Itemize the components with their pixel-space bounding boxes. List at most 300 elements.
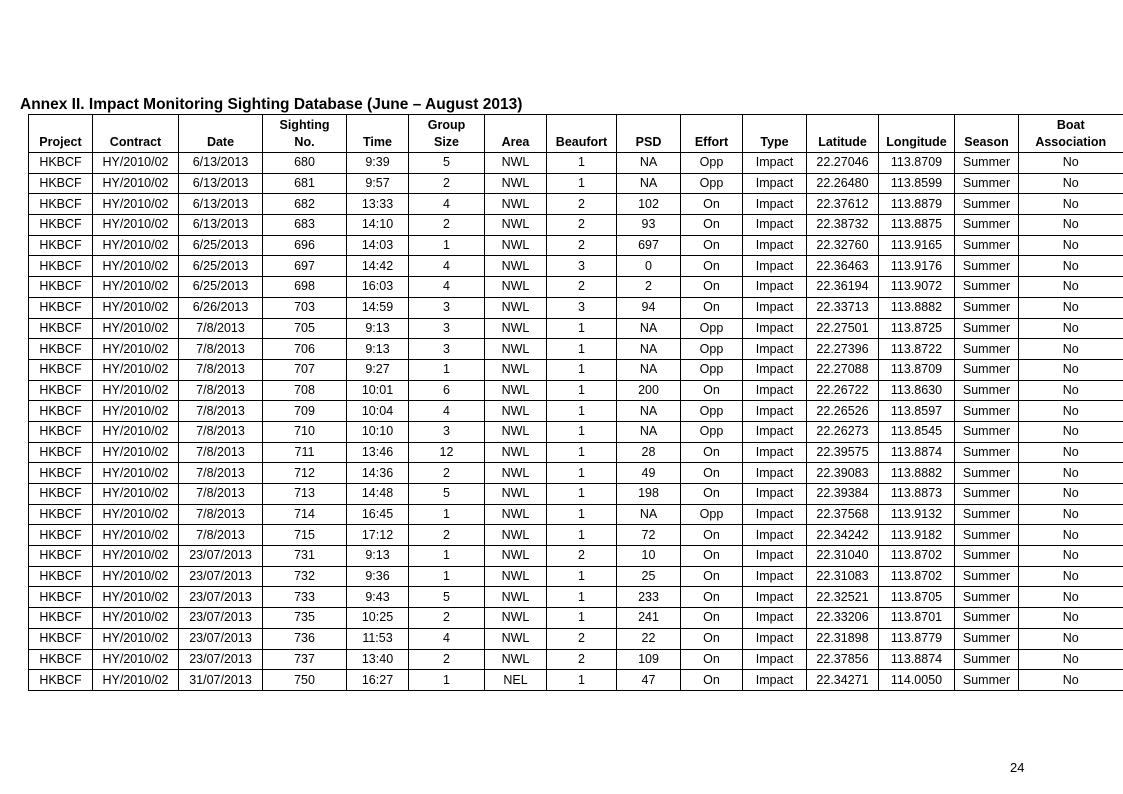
cell-boat-association: No [1019, 194, 1123, 215]
cell-contract: HY/2010/02 [93, 173, 179, 194]
cell-sighting-no: 706 [263, 339, 347, 360]
cell-latitude: 22.27501 [807, 318, 879, 339]
cell-time: 10:04 [347, 401, 409, 422]
column-header-line: Area [501, 135, 530, 149]
cell-area: NWL [485, 194, 547, 215]
cell-effort: On [681, 649, 743, 670]
cell-type: Impact [743, 173, 807, 194]
cell-area: NWL [485, 463, 547, 484]
cell-type: Impact [743, 380, 807, 401]
column-header-line: Sighting [279, 118, 330, 132]
table-row [29, 256, 1123, 277]
cell-longitude: 113.8779 [879, 628, 955, 649]
column-header-line: Season [964, 135, 1009, 149]
header-row [29, 115, 1123, 153]
cell-group-size: 1 [409, 670, 485, 691]
cell-boat-association: No [1019, 421, 1123, 442]
cell-date: 7/8/2013 [179, 525, 263, 546]
cell-group-size: 4 [409, 628, 485, 649]
cell-type: Impact [743, 463, 807, 484]
cell-area: NWL [485, 256, 547, 277]
cell-sighting-no: 714 [263, 504, 347, 525]
cell-longitude: 113.8545 [879, 421, 955, 442]
cell-date: 6/25/2013 [179, 235, 263, 256]
cell-season: Summer [955, 525, 1019, 546]
cell-type: Impact [743, 318, 807, 339]
cell-area: NWL [485, 442, 547, 463]
column-header-line [549, 117, 614, 134]
table-row [29, 649, 1123, 670]
cell-season: Summer [955, 173, 1019, 194]
cell-longitude: 113.8701 [879, 608, 955, 629]
cell-sighting-no: 683 [263, 215, 347, 236]
cell-sighting-no: 736 [263, 628, 347, 649]
cell-beaufort: 1 [547, 359, 617, 380]
column-header-line [957, 117, 1016, 134]
cell-area: NWL [485, 587, 547, 608]
cell-group-size: 5 [409, 587, 485, 608]
cell-sighting-no: 707 [263, 359, 347, 380]
cell-beaufort: 2 [547, 215, 617, 236]
cell-longitude: 113.8709 [879, 153, 955, 174]
table-body [29, 153, 1123, 691]
cell-time: 9:43 [347, 587, 409, 608]
cell-time: 9:13 [347, 546, 409, 567]
cell-area: NWL [485, 277, 547, 298]
table-row [29, 215, 1123, 236]
cell-type: Impact [743, 649, 807, 670]
cell-project: HKBCF [29, 504, 93, 525]
column-header-beaufort [547, 115, 617, 153]
cell-contract: HY/2010/02 [93, 277, 179, 298]
cell-project: HKBCF [29, 670, 93, 691]
column-header-psd [617, 115, 681, 153]
column-header-line [349, 117, 406, 134]
cell-longitude: 113.8725 [879, 318, 955, 339]
cell-psd: 49 [617, 463, 681, 484]
cell-area: NWL [485, 628, 547, 649]
cell-boat-association: No [1019, 380, 1123, 401]
cell-longitude: 114.0050 [879, 670, 955, 691]
cell-time: 9:57 [347, 173, 409, 194]
cell-season: Summer [955, 359, 1019, 380]
column-header-line: Contract [109, 135, 162, 149]
cell-sighting-no: 708 [263, 380, 347, 401]
cell-effort: Opp [681, 173, 743, 194]
column-header-line: Size [433, 135, 459, 149]
cell-boat-association: No [1019, 173, 1123, 194]
cell-boat-association: No [1019, 484, 1123, 505]
cell-season: Summer [955, 546, 1019, 567]
cell-type: Impact [743, 215, 807, 236]
table-row [29, 628, 1123, 649]
cell-beaufort: 2 [547, 649, 617, 670]
cell-latitude: 22.37856 [807, 649, 879, 670]
cell-date: 6/13/2013 [179, 215, 263, 236]
cell-latitude: 22.33206 [807, 608, 879, 629]
cell-project: HKBCF [29, 628, 93, 649]
cell-longitude: 113.8702 [879, 546, 955, 567]
table-row [29, 318, 1123, 339]
cell-sighting-no: 750 [263, 670, 347, 691]
table-row [29, 153, 1123, 174]
cell-latitude: 22.26722 [807, 380, 879, 401]
table-row [29, 194, 1123, 215]
table-row [29, 525, 1123, 546]
cell-time: 17:12 [347, 525, 409, 546]
cell-date: 7/8/2013 [179, 504, 263, 525]
cell-effort: On [681, 215, 743, 236]
cell-season: Summer [955, 649, 1019, 670]
cell-effort: On [681, 194, 743, 215]
cell-type: Impact [743, 339, 807, 360]
cell-sighting-no: 715 [263, 525, 347, 546]
table-row [29, 463, 1123, 484]
cell-longitude: 113.8879 [879, 194, 955, 215]
cell-time: 9:39 [347, 153, 409, 174]
cell-psd: NA [617, 173, 681, 194]
cell-area: NWL [485, 546, 547, 567]
cell-project: HKBCF [29, 421, 93, 442]
cell-effort: On [681, 566, 743, 587]
cell-effort: On [681, 525, 743, 546]
cell-contract: HY/2010/02 [93, 670, 179, 691]
cell-type: Impact [743, 670, 807, 691]
cell-latitude: 22.26273 [807, 421, 879, 442]
cell-season: Summer [955, 566, 1019, 587]
table-row [29, 235, 1123, 256]
cell-type: Impact [743, 256, 807, 277]
cell-psd: NA [617, 421, 681, 442]
column-header-line [95, 117, 176, 134]
cell-boat-association: No [1019, 297, 1123, 318]
cell-project: HKBCF [29, 401, 93, 422]
cell-boat-association: No [1019, 525, 1123, 546]
column-header-line [683, 117, 740, 134]
cell-beaufort: 1 [547, 173, 617, 194]
cell-effort: Opp [681, 153, 743, 174]
cell-psd: 200 [617, 380, 681, 401]
column-header-line [881, 117, 952, 134]
cell-area: NWL [485, 339, 547, 360]
cell-type: Impact [743, 153, 807, 174]
cell-effort: On [681, 297, 743, 318]
cell-psd: 241 [617, 608, 681, 629]
cell-latitude: 22.32760 [807, 235, 879, 256]
cell-effort: On [681, 546, 743, 567]
cell-latitude: 22.34271 [807, 670, 879, 691]
cell-boat-association: No [1019, 504, 1123, 525]
cell-project: HKBCF [29, 587, 93, 608]
cell-contract: HY/2010/02 [93, 401, 179, 422]
cell-psd: NA [617, 504, 681, 525]
cell-beaufort: 2 [547, 546, 617, 567]
cell-boat-association: No [1019, 359, 1123, 380]
cell-sighting-no: 731 [263, 546, 347, 567]
cell-group-size: 4 [409, 194, 485, 215]
column-header-line: Time [363, 135, 392, 149]
cell-sighting-no: 703 [263, 297, 347, 318]
cell-season: Summer [955, 194, 1019, 215]
cell-longitude: 113.9132 [879, 504, 955, 525]
cell-boat-association: No [1019, 546, 1123, 567]
cell-boat-association: No [1019, 587, 1123, 608]
cell-date: 23/07/2013 [179, 628, 263, 649]
cell-psd: 0 [617, 256, 681, 277]
cell-latitude: 22.27396 [807, 339, 879, 360]
cell-group-size: 2 [409, 608, 485, 629]
cell-season: Summer [955, 442, 1019, 463]
cell-season: Summer [955, 297, 1019, 318]
cell-type: Impact [743, 484, 807, 505]
cell-psd: 102 [617, 194, 681, 215]
cell-contract: HY/2010/02 [93, 256, 179, 277]
column-header-line: Group [427, 118, 466, 132]
cell-contract: HY/2010/02 [93, 339, 179, 360]
cell-contract: HY/2010/02 [93, 525, 179, 546]
column-header-sighting-no [263, 115, 347, 153]
cell-psd: 93 [617, 215, 681, 236]
cell-beaufort: 1 [547, 463, 617, 484]
cell-project: HKBCF [29, 525, 93, 546]
cell-effort: On [681, 380, 743, 401]
cell-group-size: 1 [409, 359, 485, 380]
cell-group-size: 3 [409, 297, 485, 318]
cell-boat-association: No [1019, 608, 1123, 629]
cell-area: NWL [485, 153, 547, 174]
cell-project: HKBCF [29, 380, 93, 401]
cell-date: 6/13/2013 [179, 173, 263, 194]
cell-time: 14:59 [347, 297, 409, 318]
cell-time: 14:42 [347, 256, 409, 277]
cell-time: 11:53 [347, 628, 409, 649]
cell-latitude: 22.37568 [807, 504, 879, 525]
cell-boat-association: No [1019, 277, 1123, 298]
cell-date: 31/07/2013 [179, 670, 263, 691]
table-row [29, 339, 1123, 360]
cell-group-size: 2 [409, 649, 485, 670]
cell-contract: HY/2010/02 [93, 318, 179, 339]
cell-project: HKBCF [29, 442, 93, 463]
cell-contract: HY/2010/02 [93, 628, 179, 649]
cell-season: Summer [955, 277, 1019, 298]
table-row [29, 401, 1123, 422]
column-header-line: Latitude [818, 135, 867, 149]
cell-sighting-no: 711 [263, 442, 347, 463]
cell-boat-association: No [1019, 318, 1123, 339]
cell-boat-association: No [1019, 401, 1123, 422]
column-header-line [181, 117, 260, 134]
page-number: 24 [1010, 760, 1025, 775]
cell-latitude: 22.26480 [807, 173, 879, 194]
column-header-line [619, 117, 678, 134]
cell-season: Summer [955, 339, 1019, 360]
cell-group-size: 1 [409, 566, 485, 587]
table-row [29, 546, 1123, 567]
cell-sighting-no: 682 [263, 194, 347, 215]
cell-effort: Opp [681, 504, 743, 525]
cell-group-size: 3 [409, 339, 485, 360]
column-header-line: Beaufort [555, 135, 608, 149]
column-header-area [485, 115, 547, 153]
cell-psd: 198 [617, 484, 681, 505]
column-header-project [29, 115, 93, 153]
cell-longitude: 113.8599 [879, 173, 955, 194]
table-row [29, 173, 1123, 194]
cell-season: Summer [955, 608, 1019, 629]
cell-project: HKBCF [29, 153, 93, 174]
cell-boat-association: No [1019, 463, 1123, 484]
column-header-line [31, 117, 90, 134]
cell-season: Summer [955, 421, 1019, 442]
cell-beaufort: 1 [547, 339, 617, 360]
cell-type: Impact [743, 566, 807, 587]
cell-area: NWL [485, 235, 547, 256]
column-header-date [179, 115, 263, 153]
cell-psd: 28 [617, 442, 681, 463]
table-row [29, 421, 1123, 442]
cell-date: 6/13/2013 [179, 194, 263, 215]
cell-contract: HY/2010/02 [93, 380, 179, 401]
column-header-boat-association [1019, 115, 1123, 153]
cell-longitude: 113.9182 [879, 525, 955, 546]
cell-group-size: 3 [409, 318, 485, 339]
column-header-line: Date [206, 135, 235, 149]
cell-psd: 10 [617, 546, 681, 567]
cell-date: 7/8/2013 [179, 442, 263, 463]
table-row [29, 359, 1123, 380]
cell-group-size: 1 [409, 235, 485, 256]
cell-season: Summer [955, 504, 1019, 525]
cell-time: 14:10 [347, 215, 409, 236]
cell-area: NWL [485, 297, 547, 318]
cell-type: Impact [743, 442, 807, 463]
cell-contract: HY/2010/02 [93, 421, 179, 442]
cell-beaufort: 1 [547, 608, 617, 629]
cell-type: Impact [743, 628, 807, 649]
cell-boat-association: No [1019, 256, 1123, 277]
cell-group-size: 6 [409, 380, 485, 401]
cell-type: Impact [743, 608, 807, 629]
cell-psd: 697 [617, 235, 681, 256]
cell-project: HKBCF [29, 277, 93, 298]
cell-group-size: 2 [409, 215, 485, 236]
cell-latitude: 22.39384 [807, 484, 879, 505]
cell-latitude: 22.38732 [807, 215, 879, 236]
table-row [29, 587, 1123, 608]
cell-time: 14:03 [347, 235, 409, 256]
cell-longitude: 113.8630 [879, 380, 955, 401]
cell-group-size: 12 [409, 442, 485, 463]
cell-beaufort: 1 [547, 380, 617, 401]
cell-sighting-no: 713 [263, 484, 347, 505]
cell-sighting-no: 680 [263, 153, 347, 174]
cell-effort: On [681, 463, 743, 484]
cell-season: Summer [955, 670, 1019, 691]
cell-beaufort: 1 [547, 401, 617, 422]
cell-latitude: 22.32521 [807, 587, 879, 608]
document-title: Annex II. Impact Monitoring Sighting Database (June – August 2013) [20, 96, 523, 113]
cell-season: Summer [955, 153, 1019, 174]
cell-group-size: 1 [409, 504, 485, 525]
cell-longitude: 113.8597 [879, 401, 955, 422]
cell-time: 10:25 [347, 608, 409, 629]
cell-date: 23/07/2013 [179, 546, 263, 567]
cell-date: 7/8/2013 [179, 339, 263, 360]
cell-project: HKBCF [29, 318, 93, 339]
cell-group-size: 4 [409, 401, 485, 422]
table-row [29, 442, 1123, 463]
cell-psd: NA [617, 339, 681, 360]
cell-beaufort: 2 [547, 235, 617, 256]
column-header-latitude [807, 115, 879, 153]
cell-time: 10:01 [347, 380, 409, 401]
cell-area: NWL [485, 566, 547, 587]
cell-psd: 22 [617, 628, 681, 649]
cell-sighting-no: 709 [263, 401, 347, 422]
cell-sighting-no: 737 [263, 649, 347, 670]
cell-project: HKBCF [29, 546, 93, 567]
cell-effort: On [681, 628, 743, 649]
cell-beaufort: 2 [547, 194, 617, 215]
cell-type: Impact [743, 525, 807, 546]
cell-longitude: 113.8873 [879, 484, 955, 505]
cell-time: 10:10 [347, 421, 409, 442]
cell-area: NEL [485, 670, 547, 691]
cell-psd: 233 [617, 587, 681, 608]
cell-contract: HY/2010/02 [93, 297, 179, 318]
cell-season: Summer [955, 401, 1019, 422]
cell-effort: Opp [681, 359, 743, 380]
cell-area: NWL [485, 608, 547, 629]
cell-type: Impact [743, 587, 807, 608]
column-header-line: Type [760, 135, 789, 149]
cell-beaufort: 1 [547, 318, 617, 339]
cell-time: 16:03 [347, 277, 409, 298]
cell-season: Summer [955, 484, 1019, 505]
column-header-line [487, 117, 544, 134]
cell-date: 7/8/2013 [179, 318, 263, 339]
cell-boat-association: No [1019, 153, 1123, 174]
cell-time: 14:48 [347, 484, 409, 505]
cell-longitude: 113.8722 [879, 339, 955, 360]
cell-effort: Opp [681, 401, 743, 422]
cell-beaufort: 3 [547, 297, 617, 318]
cell-longitude: 113.9176 [879, 256, 955, 277]
cell-season: Summer [955, 380, 1019, 401]
cell-time: 13:40 [347, 649, 409, 670]
cell-date: 6/25/2013 [179, 277, 263, 298]
cell-contract: HY/2010/02 [93, 587, 179, 608]
cell-boat-association: No [1019, 649, 1123, 670]
cell-project: HKBCF [29, 566, 93, 587]
cell-boat-association: No [1019, 215, 1123, 236]
cell-type: Impact [743, 504, 807, 525]
cell-project: HKBCF [29, 215, 93, 236]
table-header [29, 115, 1123, 153]
cell-time: 13:33 [347, 194, 409, 215]
cell-boat-association: No [1019, 628, 1123, 649]
cell-area: NWL [485, 421, 547, 442]
cell-area: NWL [485, 504, 547, 525]
cell-time: 16:27 [347, 670, 409, 691]
cell-type: Impact [743, 235, 807, 256]
cell-boat-association: No [1019, 442, 1123, 463]
cell-project: HKBCF [29, 235, 93, 256]
cell-latitude: 22.36463 [807, 256, 879, 277]
cell-date: 23/07/2013 [179, 566, 263, 587]
cell-longitude: 113.8874 [879, 442, 955, 463]
